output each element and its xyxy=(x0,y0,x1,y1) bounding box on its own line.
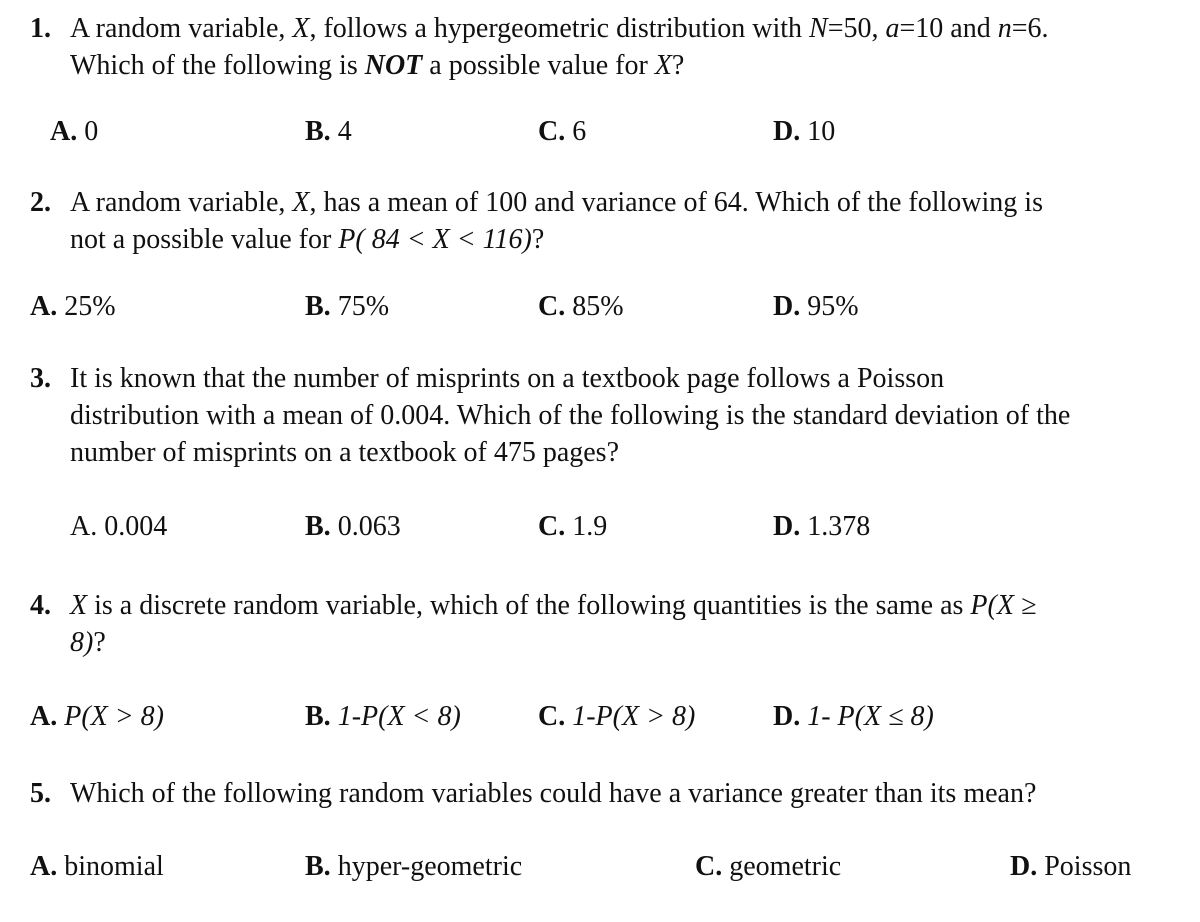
q2-option-a[interactable]: A. 25% xyxy=(30,291,116,322)
q3-option-a[interactable]: A. 0.004 xyxy=(70,511,168,542)
question-1 xyxy=(30,10,1170,84)
q5-option-a[interactable]: A. binomial xyxy=(30,851,164,882)
q4-option-c[interactable]: C. 1-P(X > 8) xyxy=(538,701,696,732)
question-stem: Which of the following random variables could have a variance greater than its mean? xyxy=(70,778,1037,809)
q3-option-b[interactable]: B. 0.063 xyxy=(305,511,401,542)
question-4 xyxy=(30,587,1170,661)
question-number: 5. xyxy=(30,778,51,809)
q4-option-d[interactable]: D. 1- P(X ≤ 8) xyxy=(773,701,934,732)
question-5 xyxy=(30,775,1180,812)
q4-option-a[interactable]: A. P(X > 8) xyxy=(30,701,164,732)
q2-option-d[interactable]: D. 95% xyxy=(773,291,859,322)
q2-option-c[interactable]: C. 85% xyxy=(538,291,624,322)
q1-option-d[interactable]: D. 10 xyxy=(773,116,836,147)
q1-option-c[interactable]: C. 6 xyxy=(538,116,587,147)
question-stem: It is known that the number of misprints on a textbook page follows a Poisson distribution with a mean of 0.004. Which of the following is the standard deviation of the number of misprints on a textbook of 475 pages? xyxy=(70,363,1071,468)
question-stem: A random variable, X, has a mean of 100 and variance of 64. Which of the following is not a possible value for P( 84 < X < 116)? xyxy=(70,187,1043,255)
question-2 xyxy=(30,184,1170,258)
question-stem: A random variable, X, follows a hypergeometric distribution with N=50, a=10 and n=6. Which of the following is NOT a possible value for X? xyxy=(70,13,1049,81)
q4-option-b[interactable]: B. 1-P(X < 8) xyxy=(305,701,461,732)
question-number: 2. xyxy=(30,187,51,218)
q1-option-b[interactable]: B. 4 xyxy=(305,116,352,147)
question-3 xyxy=(30,360,1180,471)
question-stem: X is a discrete random variable, which of the following quantities is the same as P(X ≥ 8)? xyxy=(70,590,1037,658)
q1-option-a[interactable]: A. 0 xyxy=(50,116,99,147)
question-number: 3. xyxy=(30,363,51,394)
q3-option-c[interactable]: C. 1.9 xyxy=(538,511,608,542)
q2-option-b[interactable]: B. 75% xyxy=(305,291,390,322)
q3-option-d[interactable]: D. 1.378 xyxy=(773,511,871,542)
q5-option-d[interactable]: D. Poisson xyxy=(1010,851,1132,882)
q5-option-b[interactable]: B. hyper-geometric xyxy=(305,851,523,882)
q5-option-c[interactable]: C. geometric xyxy=(695,851,842,882)
question-number: 1. xyxy=(30,13,51,44)
question-number: 4. xyxy=(30,590,51,621)
